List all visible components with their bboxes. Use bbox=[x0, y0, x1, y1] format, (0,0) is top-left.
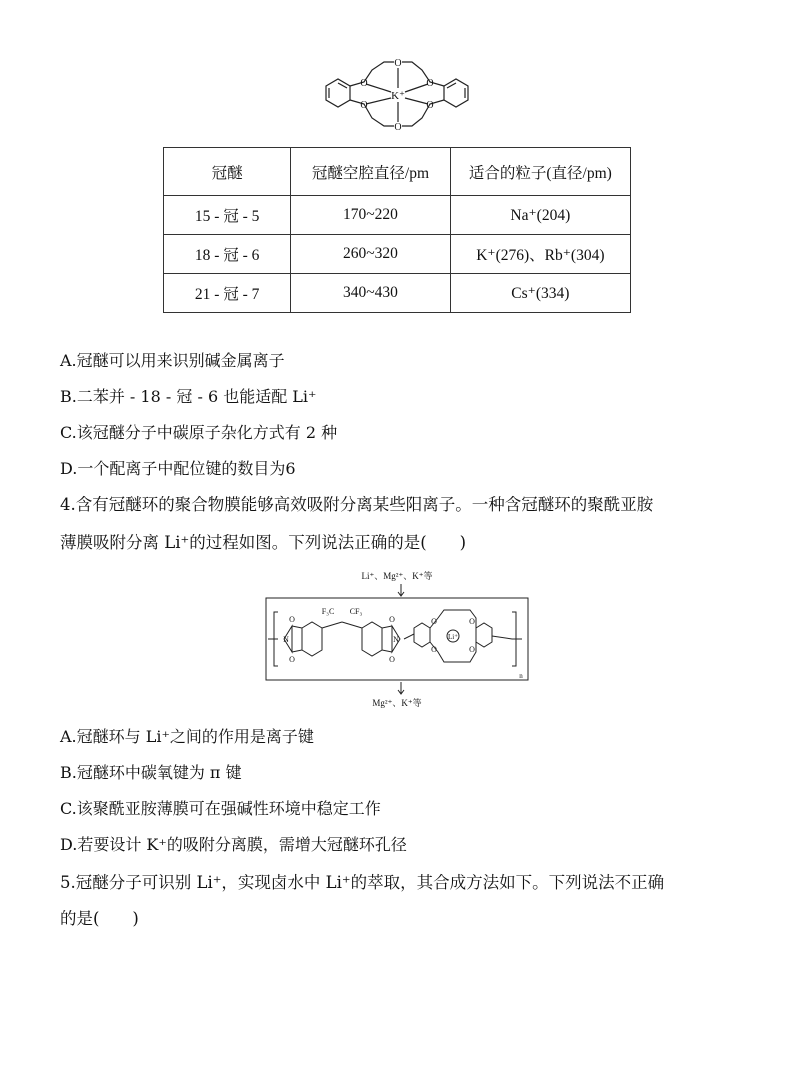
oxygen-label: O bbox=[389, 655, 395, 664]
table-header-cell: 冠醚空腔直径/pm bbox=[291, 148, 450, 196]
oxygen-label: O bbox=[360, 100, 368, 111]
oxygen-label: O bbox=[389, 615, 395, 624]
oxygen-label: O bbox=[289, 615, 295, 624]
table-row bbox=[164, 274, 631, 313]
q5-stem-line-2: 的是( ) bbox=[60, 909, 139, 928]
lithium-ion-label: Li⁺ bbox=[448, 633, 458, 641]
q3-option-c: C.该冠醚分子中碳原子杂化方式有 2 种 bbox=[60, 423, 338, 442]
table-row bbox=[164, 196, 631, 235]
trifluoromethyl-label: F₃C bbox=[321, 607, 335, 616]
table-header-cell: 冠醚 bbox=[164, 148, 291, 196]
output-ions-label: Mg²⁺、K⁺等 bbox=[372, 698, 422, 708]
oxygen-label: O bbox=[360, 78, 368, 89]
input-ions-label: Li⁺、Mg²⁺、K⁺等 bbox=[361, 571, 433, 581]
table-cell: Cs⁺(334) bbox=[450, 274, 630, 313]
repeat-unit-label: n bbox=[519, 672, 523, 680]
q4-option-a: A.冠醚环与 Li⁺之间的作用是离子键 bbox=[60, 727, 314, 746]
table-cell: Na⁺(204) bbox=[450, 196, 630, 235]
potassium-ion-label: K⁺ bbox=[391, 90, 405, 102]
table-row bbox=[164, 235, 631, 274]
table-cell: 21 - 冠 - 7 bbox=[164, 274, 291, 313]
oxygen-label: O bbox=[469, 617, 475, 626]
table-header-cell: 适合的粒子(直径/pm) bbox=[450, 148, 630, 196]
oxygen-label: O bbox=[289, 655, 295, 664]
oxygen-label: O bbox=[426, 78, 434, 89]
oxygen-label: O bbox=[469, 645, 475, 654]
table-cell: 170~220 bbox=[291, 196, 450, 235]
nitrogen-label: N bbox=[393, 635, 399, 644]
table-cell: 15 - 冠 - 5 bbox=[164, 196, 291, 235]
oxygen-label: O bbox=[394, 58, 402, 69]
nitrogen-label: N bbox=[283, 635, 289, 644]
oxygen-label: O bbox=[394, 122, 402, 133]
table-cell: K⁺(276)、Rb⁺(304) bbox=[450, 235, 630, 274]
q3-option-b: B.二苯并 - 18 - 冠 - 6 也能适配 Li⁺ bbox=[60, 387, 317, 406]
table-cell: 260~320 bbox=[291, 235, 450, 274]
q4-stem-line-1: 4.含有冠醚环的聚合物膜能够高效吸附分离某些阳离子。一种含冠醚环的聚酰亚胺 bbox=[60, 495, 654, 514]
trifluoromethyl-label: CF₃ bbox=[349, 607, 363, 616]
q3-option-d: D.一个配离子中配位键的数目为6 bbox=[60, 459, 296, 478]
table-cell: 340~430 bbox=[291, 274, 450, 313]
oxygen-label: O bbox=[426, 100, 434, 111]
table-header-row bbox=[164, 148, 631, 196]
oxygen-label: O bbox=[431, 645, 437, 654]
q4-stem-line-2: 薄膜吸附分离 Li⁺的过程如图。下列说法正确的是( ) bbox=[60, 533, 467, 552]
polyimide-membrane-figure bbox=[264, 568, 530, 710]
oxygen-label: O bbox=[431, 617, 437, 626]
q4-option-c: C.该聚酰亚胺薄膜可在强碱性环境中稳定工作 bbox=[60, 799, 381, 818]
q5-stem-line-1: 5.冠醚分子可识别 Li⁺，实现卤水中 Li⁺的萃取，其合成方法如下。下列说法不正确 bbox=[60, 873, 665, 892]
q4-option-d: D.若要设计 K⁺的吸附分离膜，需增大冠醚环孔径 bbox=[60, 835, 407, 854]
q3-option-a: A.冠醚可以用来识别碱金属离子 bbox=[60, 351, 285, 370]
crown-ether-structure-figure bbox=[318, 48, 476, 142]
table-cell: 18 - 冠 - 6 bbox=[164, 235, 291, 274]
crown-ether-table bbox=[163, 147, 631, 313]
q4-option-b: B.冠醚环中碳氧键为 π 键 bbox=[60, 763, 242, 782]
